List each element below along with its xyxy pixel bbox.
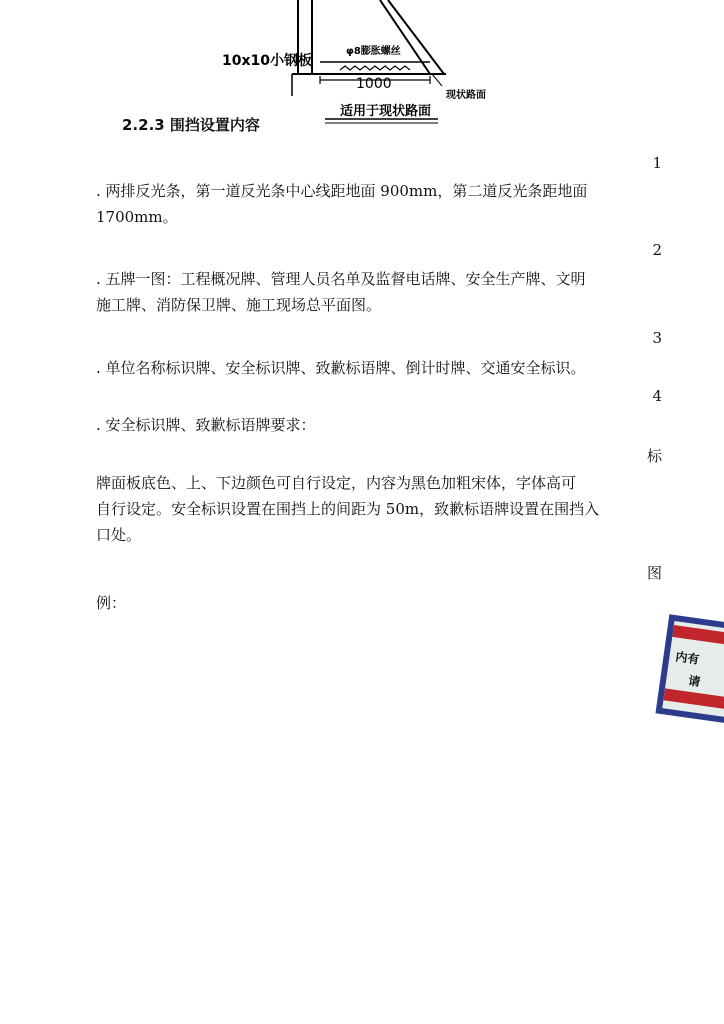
bolt-label: φ8膨胀螺丝 [346, 46, 401, 57]
item-number-4: 4 [652, 387, 662, 405]
list-item [96, 178, 656, 230]
sign-photo [655, 614, 724, 726]
list-item [96, 266, 656, 318]
list-item [96, 355, 656, 381]
fence-base-diagram [200, 0, 520, 130]
legend-text: 例： [96, 594, 127, 612]
item-1-line-1: . 两排反光条，第一道反光条中心线距地面 900mm，第二道反光条距地面 [96, 182, 588, 200]
item-3-line-1: . 单位名称标识牌、安全标识牌、致歉标语牌、倒计时牌、交通安全标识。 [96, 359, 586, 377]
legend-lead-char: 图 [646, 564, 662, 582]
section-title: 2.2.3 围挡设置内容 [122, 116, 260, 134]
requirement-lead-char: 标 [646, 447, 662, 465]
requirement-line-3: 口处。 [96, 526, 142, 544]
item-number-2: 2 [652, 241, 662, 259]
requirement-paragraph [96, 470, 656, 548]
requirement-line-2: 自行设定。安全标识设置在围挡上的间距为 50m，致歉标语牌设置在围挡入 [96, 500, 600, 518]
sign-text-line-2: 请 [687, 673, 702, 690]
item-number-3: 3 [652, 329, 662, 347]
steel-plate-label: 10x10小钢板 [222, 53, 312, 69]
length-label: 1000 [356, 76, 392, 92]
list-item [96, 412, 656, 438]
requirement-line-1: 牌面板底色、上、下边颜色可自行设定，内容为黑色加粗宋体，字体高可 [96, 474, 577, 492]
item-2-line-2: 施工牌、消防保卫牌、施工现场总平面图。 [96, 296, 382, 314]
road-label: 现状路面 [446, 90, 486, 101]
item-4-line-1: . 安全标识牌、致歉标语牌要求： [96, 416, 316, 434]
item-number-1: 1 [652, 154, 662, 172]
sign-red-band-top [672, 625, 724, 648]
item-1-line-2: 1700mm。 [96, 208, 178, 226]
item-2-line-1: . 五牌一图：工程概况牌、管理人员名单及监督电话牌、安全生产牌、文明 [96, 270, 586, 288]
sign-red-band-bottom [663, 688, 724, 711]
sign-text-line-1: 内有 [674, 649, 701, 667]
applicable-label: 适用于现状路面 [340, 104, 432, 119]
sign-panel [662, 621, 724, 719]
